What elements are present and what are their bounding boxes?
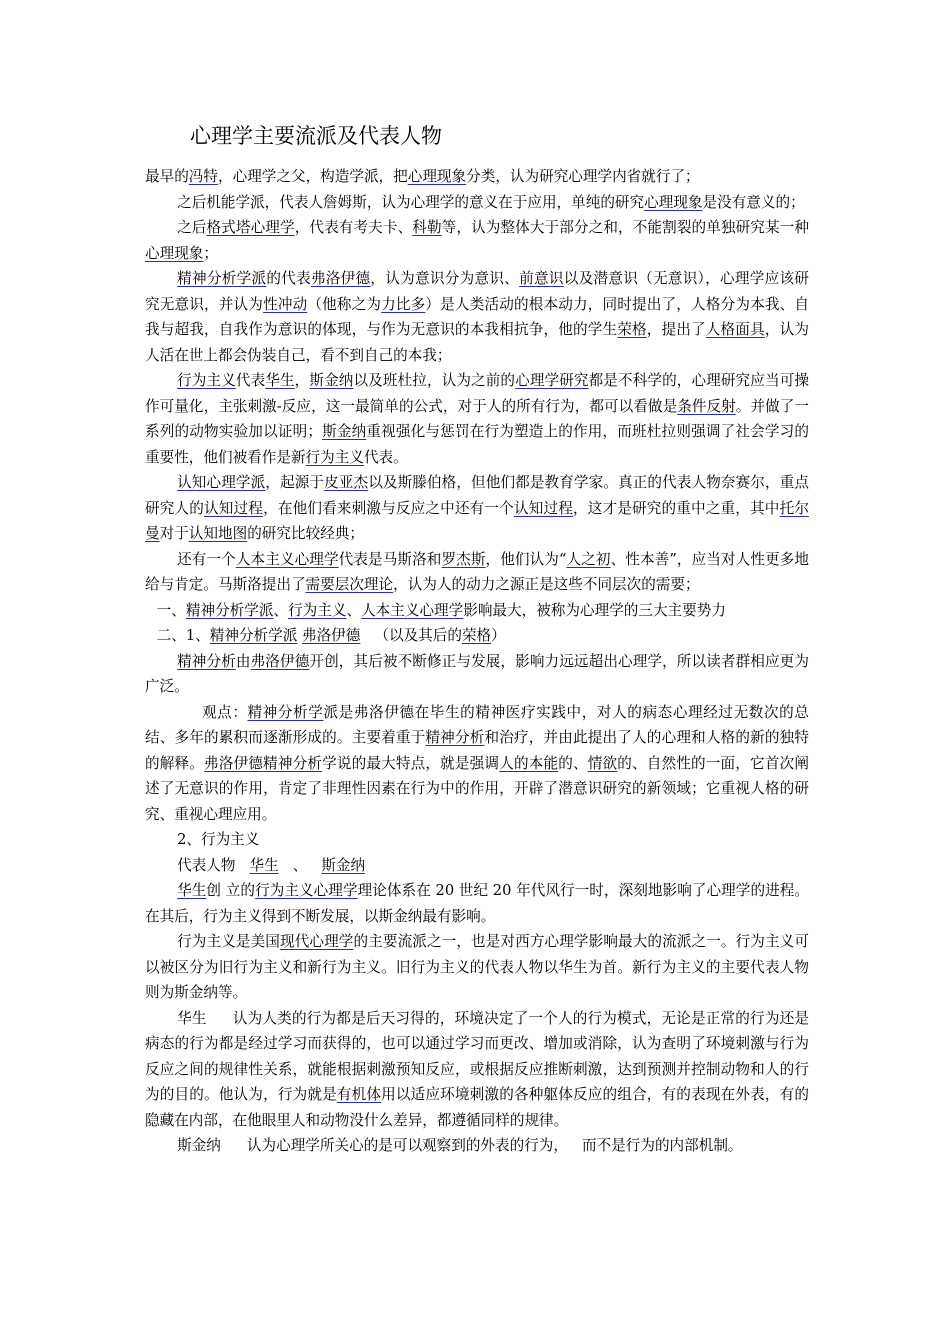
link-persona[interactable]: 人格面具	[705, 321, 765, 338]
paragraph-cognitive: 认知心理学派，起源于皮亚杰以及斯滕伯格，但他们都是教育学家。真正的代表人物奈赛尔，重点研究人的认知过程，在他们看来刺激与反应之中还有一个认知过程，这才是研究的重中之重，其中托尔曼对于认知地图的研究比较经典；	[145, 474, 809, 542]
link-humanistic-psychology[interactable]: 人本主义心理学	[235, 550, 339, 568]
link-humanistic-psychology[interactable]: 人本主义心理学	[361, 601, 464, 619]
link-psychological-phenomena[interactable]: 心理现象	[644, 193, 703, 211]
link-jung[interactable]: 荣格	[461, 627, 492, 644]
link-psychoanalytic-theory[interactable]: 精神分析学	[247, 703, 324, 721]
link-cognitive-map[interactable]: 认知地图	[188, 525, 248, 542]
link-freud[interactable]: 弗洛伊德	[250, 652, 310, 670]
document-title: 心理学主要流派及代表人物	[190, 124, 442, 148]
link-psychology-research[interactable]: 心理学研究	[515, 372, 589, 389]
link-libido[interactable]: 力比多	[381, 295, 426, 313]
link-gestalt-psychology[interactable]: 格式塔心理学	[206, 219, 295, 236]
link-rogers[interactable]: 罗杰斯	[441, 550, 486, 568]
link-psychological-phenomena[interactable]: 心理现象	[407, 168, 467, 185]
link-jung[interactable]: 荣格	[617, 321, 647, 338]
link-watson[interactable]: 华生	[177, 882, 207, 899]
link-human-nature[interactable]: 人之初	[566, 550, 611, 568]
link-wundt[interactable]: 冯特	[188, 168, 218, 185]
link-piaget[interactable]: 皮亚杰	[324, 474, 369, 491]
section-heading-psychoanalysis: 二、1、精神分析学派 弗洛伊德 （以及其后的荣格）	[156, 627, 506, 644]
section-heading-behaviorism: 2、行为主义	[177, 831, 260, 848]
paragraph-psychoanalysis: 精神分析学派的代表弗洛伊德，认为意识分为意识、前意识以及潜意识（无意识），心理学应该研究无意识，并认为性冲动（他称之为力比多）是人类活动的根本动力，同时提出了，人格分为本我、自我与超我，自我作为意识的体现，与作为无意识的本我相抗争，他的学生荣格，提出了人格面具，认为人活在世上都会伪装自己，看不到自己的本我；	[145, 270, 809, 364]
link-behaviorism[interactable]: 行为主义	[288, 601, 347, 619]
link-psychological-phenomena[interactable]: 心理现象	[145, 244, 204, 262]
link-behaviorist-psychology[interactable]: 行为主义心理学	[255, 882, 358, 899]
link-watson[interactable]: 华生	[265, 372, 295, 389]
paragraph-three-forces: 一、精神分析学派、行为主义、人本主义心理学影响最大，被称为心理学的三大主要势力	[156, 601, 726, 619]
link-psychoanalytic-school[interactable]: 精神分析学派	[177, 270, 267, 287]
link-preconscious[interactable]: 前意识	[519, 270, 564, 287]
paragraph-behaviorism: 行为主义代表华生，斯金纳以及班杜拉，认为之前的心理学研究都是不科学的，心理研究应当可操作可量化，主张刺激-反应，这一最简单的公式，对于人的所有行为，都可以看做是条件反射。并做了一系列的动物实验加以证明；斯金纳重视强化与惩罚在行为塑造上的作用，而班杜拉则强调了社会学习的重要性，他们被看作是新行为主义代表。	[145, 372, 809, 466]
paragraph-behaviorism-representatives: 代表人物 华生 、 斯金纳	[177, 856, 366, 874]
paragraph-wundt: 最早的冯特，心理学之父，构造学派，把心理现象分类，认为研究心理学内省就行了；	[145, 168, 700, 185]
paragraph-humanistic: 还有一个人本主义心理学代表是马斯洛和罗杰斯，他们认为“人之初、性本善”，应当对人性更多地给与肯定。马斯洛提出了需要层次理论，认为人的动力之源正是这些不同层次的需要；	[145, 550, 809, 593]
link-skinner[interactable]: 斯金纳	[321, 423, 367, 440]
paragraph-functionalism: 之后机能学派，代表人詹姆斯，认为心理学的意义在于应用，单纯的研究心理现象是没有意义的；	[177, 193, 805, 211]
link-psychoanalytic-school[interactable]: 精神分析学派	[209, 627, 298, 644]
link-kohler[interactable]: 科勒	[412, 219, 442, 236]
link-cognitive-psychology[interactable]: 认知心理学派	[177, 474, 266, 491]
paragraph-gestalt: 之后格式塔心理学，代表有考夫卡、科勒等，认为整体大于部分之和，不能割裂的单独研究某一种心理现象；	[145, 219, 809, 262]
paragraph-watson-view: 华生 认为人类的行为都是后天习得的，环境决定了一个人的行为模式，无论是正常的行为还是病态的行为都是经过学习而获得的，也可以通过学习而更改、增加或消除，认为查明了环境刺激与行为反应之间的规律性关系，就能根据刺激预知反应，或根据反应推断刺激，达到预测并控制动物和人的行为的目的。他认为，行为就是有机体用以适应环境刺激的各种躯体反应的组合，有的表现在外表，有的隐藏在内部，在他眼里人和动物没什么差异，都遵循同样的规律。	[145, 1009, 809, 1129]
link-behaviorism[interactable]: 行为主义	[305, 448, 364, 466]
link-desire[interactable]: 情欲	[587, 754, 618, 772]
document-body	[145, 164, 809, 1159]
link-sexual-drive[interactable]: 性冲动	[263, 295, 308, 313]
paragraph-skinner-view: 斯金纳 认为心理学所关心的是可以观察到的外表的行为， 而不是行为的内部机制。	[177, 1137, 743, 1154]
link-cognitive-process[interactable]: 认知过程	[513, 499, 573, 517]
link-cognitive-process[interactable]: 认知过程	[204, 499, 264, 517]
link-psychoanalytic-school[interactable]: 精神分析学派	[185, 601, 274, 619]
link-human-instinct[interactable]: 人的本能	[499, 754, 559, 772]
link-psychoanalysis[interactable]: 精神分析	[177, 652, 236, 670]
link-skinner[interactable]: 斯金纳	[321, 856, 366, 874]
link-freudian-psychoanalysis[interactable]: 弗洛伊德精神分析	[204, 754, 323, 772]
paragraph-behaviorism-overview: 行为主义是美国现代心理学的主要流派之一，也是对西方心理学影响最大的流派之一。行为主义可以被区分为旧行为主义和新行为主义。旧行为主义的代表人物以华生为首。新行为主义的主要代表人物则为斯金纳等。	[145, 933, 809, 1001]
paragraph-psychoanalysis-view: 观点：精神分析学派是弗洛伊德在毕生的精神医疗实践中，对人的病态心理经过无数次的总结、多年的累积而逐渐形成的。主要着重于精神分析和治疗，并由此提出了人的心理和人格的新的独特的解释。弗洛伊德精神分析学说的最大特点，就是强调人的本能的、情欲的、自然性的一面，它首次阐述了无意识的作用，肯定了非理性因素在行为中的作用，开辟了潜意识研究的新领域；它重视人格的研究、重视心理应用。	[145, 703, 809, 823]
link-freud[interactable]: 弗洛伊德	[310, 270, 371, 287]
link-skinner[interactable]: 斯金纳	[309, 372, 354, 389]
link-conditioned-reflex[interactable]: 条件反射	[677, 397, 736, 415]
link-watson[interactable]: 华生	[249, 856, 279, 874]
link-tolman[interactable]: 托尔曼	[145, 499, 809, 542]
link-hierarchy-of-needs[interactable]: 需要层次理论	[305, 576, 394, 593]
paragraph-psychoanalysis-intro: 精神分析由弗洛伊德开创，其后被不断修正与发展，影响力远远超出心理学，所以读者群相应更为广泛。	[145, 652, 809, 695]
link-organism[interactable]: 有机体	[336, 1086, 382, 1103]
link-freud[interactable]: 弗洛伊德	[301, 627, 361, 644]
paragraph-watson-theory: 华生创 立的行为主义心理学理论体系在 20 世纪 20 年代风行一时，深刻地影响了心理学的进程。在其后，行为主义得到不断发展，以斯金纳最有影响。	[145, 882, 809, 925]
link-behaviorism[interactable]: 行为主义	[177, 372, 236, 389]
link-psychoanalysis[interactable]: 精神分析	[425, 729, 485, 746]
link-modern-psychology[interactable]: 现代心理学	[280, 933, 354, 950]
